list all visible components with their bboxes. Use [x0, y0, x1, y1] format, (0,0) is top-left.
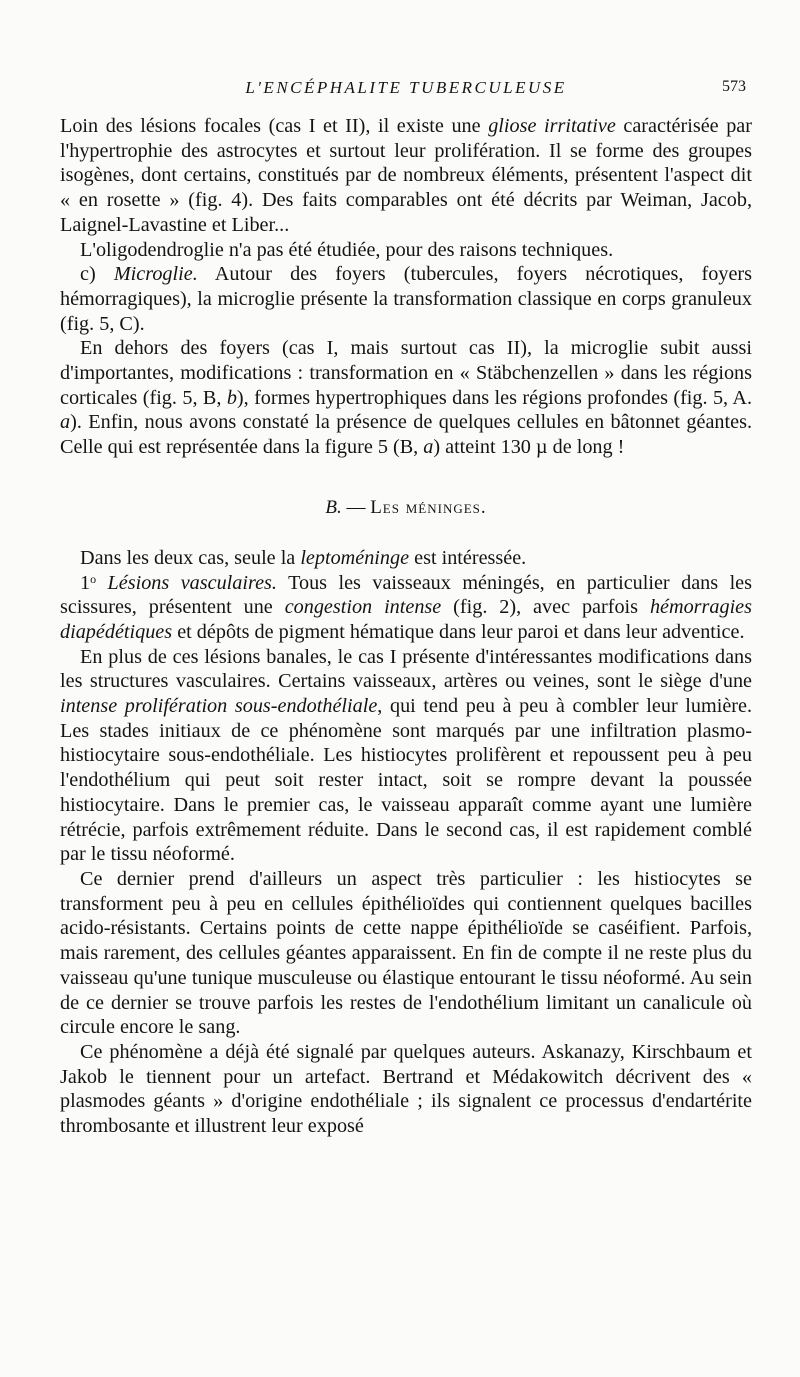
paragraph-lesions-vasculaires — [60, 571, 752, 645]
text-run: Loin des lésions focales (cas I et II), il existe une — [60, 115, 489, 137]
text-run: ), formes hypertrophiques dans les régions profondes (fig. 5, A. — [236, 386, 753, 409]
paragraph-microglie — [60, 262, 752, 336]
emphasis: gliose irritative — [488, 115, 616, 137]
emphasis: Microglie. — [113, 263, 198, 286]
paragraph-oligodendroglie: L'oligodendroglie n'a pas été étudiée, pour des raisons techniques. — [80, 238, 614, 261]
list-number: 1 — [80, 571, 91, 594]
paragraph-gliose — [60, 114, 752, 238]
paragraph-proliferation — [60, 645, 752, 867]
text-run: Tous les vaisseaux méningés, en particulier dans les scissures, présentent une — [60, 571, 752, 619]
paragraph-auteurs: Ce phénomène a déjà été signalé par quelques auteurs. Askanazy, Kirschbaum et Jakob le tiennent pour un artefact. Bertrand et Médakowitch décrivent des « plasmodes géants » d'origine endothéliale ; ils signalent ce processus d'endartérite thrombosante et illustrent leur exposé — [60, 1040, 752, 1138]
text-run: et dépôts de pigment hématique dans leur paroi et dans leur adventice. — [172, 620, 745, 643]
text-run: est intéressée. — [409, 546, 527, 569]
paragraph-leptomeninge — [60, 546, 752, 571]
ordinal-suffix: o — [90, 571, 97, 586]
paragraph-microglie-modifications — [60, 336, 752, 460]
emphasis: intense prolifération sous-endothéliale — [60, 695, 378, 718]
section-heading — [60, 496, 752, 520]
section-dash: — — [341, 496, 371, 518]
text-run: c) — [80, 263, 114, 286]
running-title: L'ENCÉPHALITE TUBERCULEUSE — [245, 78, 567, 97]
text-run: (fig. 2), avec parfois — [441, 596, 650, 619]
emphasis: leptoméninge — [300, 546, 410, 569]
subsection-title: Lésions vasculaires. — [96, 571, 277, 594]
emphasis: a — [60, 411, 71, 434]
emphasis: hémorragies diapédétiques — [60, 596, 752, 643]
emphasis: congestion intense — [284, 596, 442, 619]
running-head — [60, 78, 752, 106]
text-run: Dans les deux cas, seule la — [80, 546, 301, 569]
emphasis: a — [423, 436, 434, 459]
paragraph-aspect-particulier: Ce dernier prend d'ailleurs un aspect très particulier : les histiocytes se transforment peu à peu en cellules épithélioïdes qui contiennent quelques bacilles acido-résistants. Certains points de cette nappe épithélioïde se caséifient. Parfois, mais rarement, des cellules géantes apparaissent. En fin de compte il ne reste plus du vaisseau qu'une tunique musculeuse ou élastique entourant le tissu néoformé. Au sein de ce dernier se trouve parfois les restes de l'endothélium limitant un canalicule où circule encore le sang. — [60, 867, 752, 1039]
text-run: caractérisée par l'hypertrophie des astrocytes et surtout leur prolifération. Il se forme des groupes isogènes, dont certains, constitués par de nombreux éléments, présentent l'aspect dit « en rosette » (fig. 4). Des faits comparables ont été décrits par Weiman, Jacob, Laignel-Lavastine et Liber... — [60, 115, 752, 236]
text-run: ). Enfin, nous avons constaté la présence de quelques cellules en bâtonnet géantes. Celle qui est représentée dans la figure 5 (B, — [60, 411, 752, 459]
text-run: ) atteint 130 µ de long ! — [433, 436, 625, 459]
text-run: En plus de ces lésions banales, le cas I présente d'intéressantes modifications dans les structures vasculaires. Certains vaisseaux, artères ou veines, sont le siège d'une — [60, 645, 752, 693]
body-text — [60, 114, 752, 1139]
section-title: Les méninges. — [370, 496, 487, 518]
emphasis: b — [226, 386, 237, 409]
text-run: , qui tend peu à peu à combler leur lumière. Les stades initiaux de ce phénomène sont marqués par une infiltration plasmo-histiocytaire sous-endothéliale. Les histiocytes prolifèrent et repoussent peu à peu l'endothélium qui peut soit rester intact, soit se rompre devant la poussée histiocytaire. Dans le premier cas, le vaisseau apparaît comme ayant une lumière rétrécie, parfois extrêmement réduite. Dans le second cas, il est rapidement comblé par le tissu néoformé. — [60, 695, 753, 866]
text-run: Autour des foyers (tubercules, foyers nécrotiques, foyers hémorragiques), la microglie présente la transformation classique en corps granuleux (fig. 5, C). — [60, 263, 752, 335]
section-letter: B. — [325, 496, 342, 518]
text-run: En dehors des foyers (cas I, mais surtout cas II), la microglie subit aussi d'importantes, modifications : transformation en « Stäbchenzellen » dans les régions corticales (fig. 5, B, — [60, 337, 752, 409]
page-number: 573 — [722, 78, 746, 95]
